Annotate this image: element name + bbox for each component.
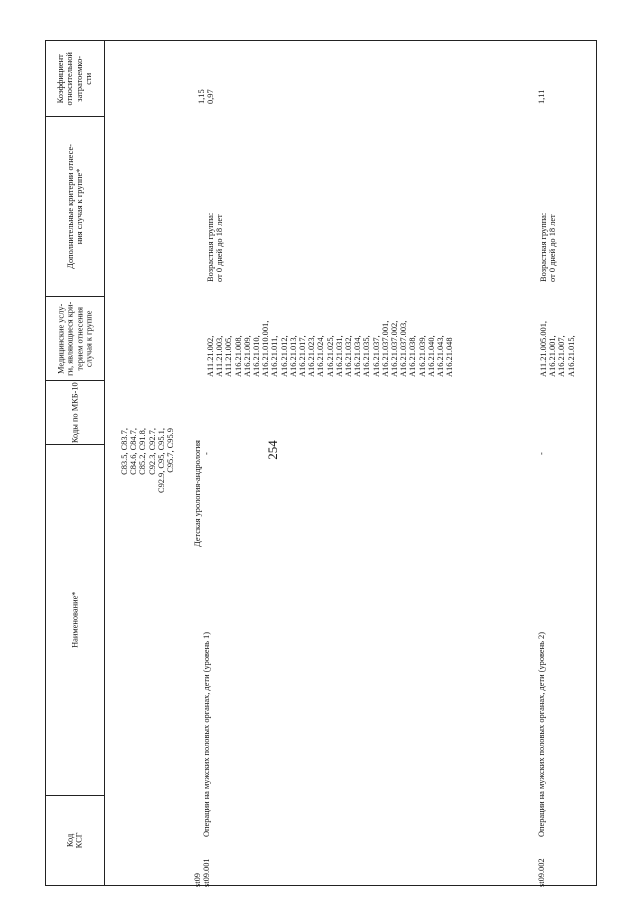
section-code: st09 (193, 873, 202, 887)
row2-icd: - (537, 452, 546, 455)
header-divider (104, 40, 105, 886)
row1-coef: 1,15 0,97 (197, 89, 216, 104)
section-title: Детская урология-андрология (193, 440, 202, 547)
header-coef: Коэффициент относительной затратоемко- сти (56, 51, 94, 106)
row1-name: Операции на мужских половых органах, дети (уровень 1) (202, 632, 211, 837)
icd-codes-continued: С83.5, С83.7, С84.6, С84.7, С85.2, С91.8, С92.3, С92.7, С92.9, С95, С95.1, С95.7, С95.9 (120, 428, 176, 493)
row2-name: Операции на мужских половых органах, дети (уровень 2) (537, 632, 546, 837)
row2-code: st09.002 (537, 858, 546, 887)
row2-services: А11.21.005.001, А16.21.001, А16.21.007, А16.21.015, (539, 321, 576, 377)
row1-code: st09.001 (202, 858, 211, 887)
header-services: Медицинские услу- ги, являющиеся кри- терием отнесения случая к группе (56, 301, 94, 376)
row1-services: А11.21.002, А11.21.003, А11.21.005, А16.21.008, А16.21.009, А16.21.010, А16.21.010.001, А16.21.011, А16.21.012, А16.21.013, А16.21.017, А16.21.023, А16.21.024, А16.21.025, А16.21.031, А16.21.032, А16.21.034, А16.21.035, А16.21.037, А16.21.037.001, А16.21.037.002, А16.21.037.003, А16.21.038, А16.21.039, А16.21.040, А16.21.043, А16.21.048 (206, 320, 455, 377)
row1-icd: - (202, 452, 211, 455)
header-icd: Коды по МКБ-10 (70, 382, 80, 443)
table-border-right (596, 40, 597, 886)
row2-criteria: Возрастная группа: от 0 дней до 18 лет (539, 212, 558, 282)
header-sep-criteria-coef (45, 116, 105, 117)
table-border-top (45, 40, 597, 41)
row2-coef: 1,11 (537, 89, 546, 104)
header-code: Код КСГ (65, 832, 84, 849)
header-name: Наименование* (70, 591, 80, 649)
row1-criteria: Возрастная группа: от 0 дней до 18 лет (206, 212, 225, 282)
header-criteria-text-cell: Дополнительные критерии отнесе- ния случая к группе* (65, 144, 85, 269)
table-border-bottom (45, 885, 597, 886)
page-number: 254 (265, 440, 280, 460)
